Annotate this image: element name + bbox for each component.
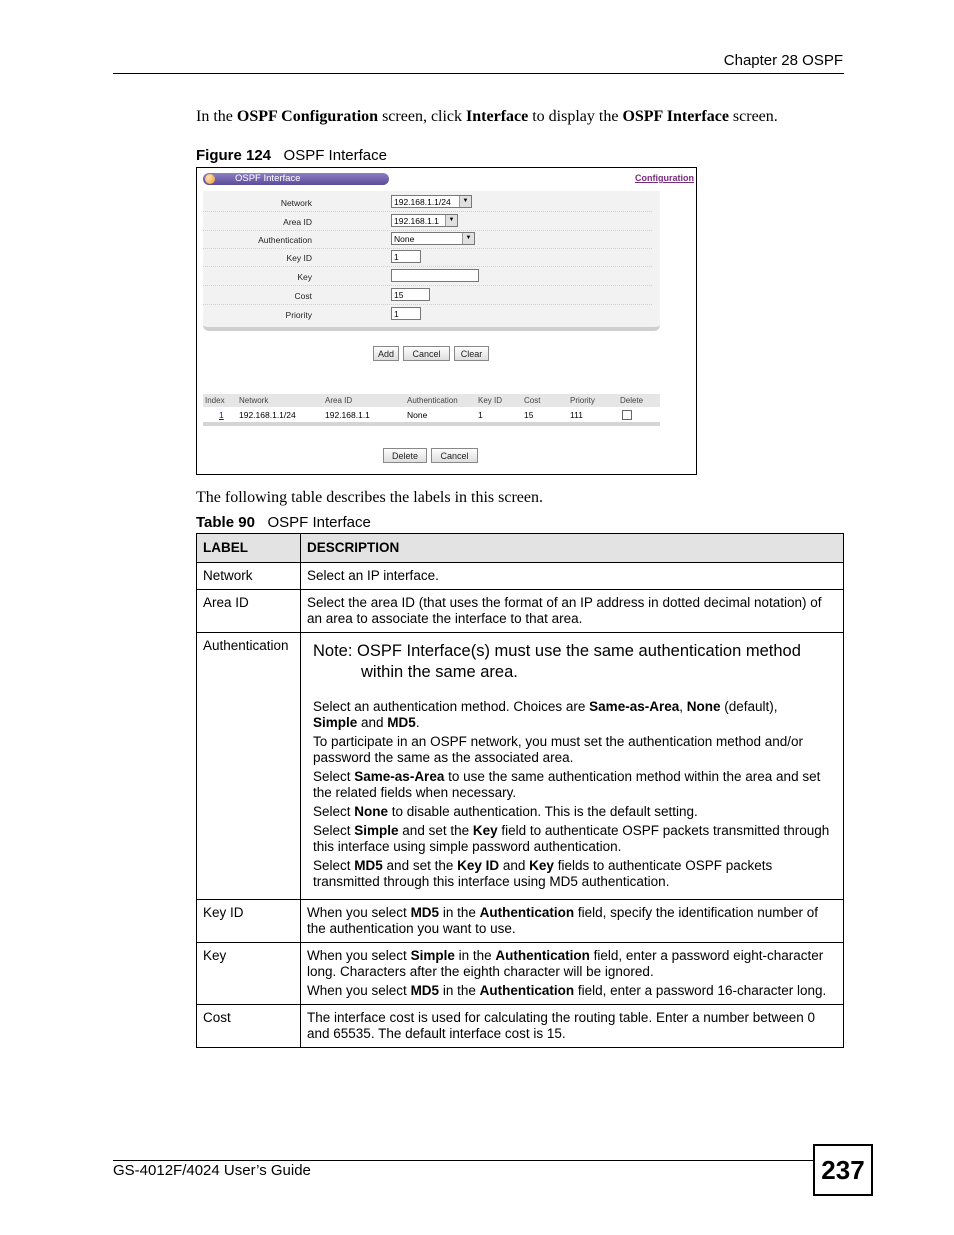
auth-para: Select an authentication method. Choices are Same-as-Area, None (default), Simple and MD5. xyxy=(313,699,778,730)
cell-authentication: None xyxy=(407,410,428,420)
key-id-input[interactable]: 1 xyxy=(391,250,421,263)
auth-para: Select Simple and set the Key field to authenticate OSPF packets transmitted through this interface using simple password authentication. xyxy=(313,823,830,854)
row-description: Select the area ID (that uses the format of an IP address in dotted decimal notation) of an area to associate the interface to that area. xyxy=(301,590,844,633)
table-row xyxy=(197,590,844,633)
network-row xyxy=(203,193,652,212)
chevron-down-icon: ▼ xyxy=(445,215,457,226)
th-cost: Cost xyxy=(524,396,541,405)
cell-priority: 111 xyxy=(570,410,583,420)
th-area-id: Area ID xyxy=(325,396,353,405)
priority-input[interactable]: 1 xyxy=(391,307,421,320)
chevron-down-icon: ▼ xyxy=(462,233,474,244)
description-table xyxy=(196,533,844,1048)
table-row xyxy=(197,943,844,1005)
cost-label: Cost xyxy=(294,291,312,301)
row-label: Authentication xyxy=(197,633,301,900)
auth-para: Select None to disable authentication. This is the default setting. xyxy=(313,804,698,819)
key-para: When you select MD5 in the Authentication field, enter a password 16-character long. xyxy=(307,983,827,998)
th-network: Network xyxy=(239,396,269,405)
auth-para: Select Same-as-Area to use the same authentication method within the area and set the related fields when necessary. xyxy=(313,769,821,800)
cell-cost: 15 xyxy=(524,410,534,420)
cancel-button[interactable]: Cancel xyxy=(403,346,450,361)
table-row xyxy=(203,408,660,426)
table-row xyxy=(197,563,844,590)
area-id-row xyxy=(203,212,652,231)
table-caption: Table 90 OSPF Interface xyxy=(196,514,371,531)
title-bullet-icon xyxy=(205,174,215,184)
area-id-label: Area ID xyxy=(283,217,312,227)
row-description: When you select MD5 in the Authentication field, specify the identification number of the authentication you want to use. xyxy=(301,900,844,943)
footer-rule xyxy=(113,1160,813,1161)
cost-input[interactable]: 15 xyxy=(391,288,430,301)
guide-title: GS-4012F/4024 User’s Guide xyxy=(113,1162,311,1179)
row-label: Key ID xyxy=(197,900,301,943)
table-row xyxy=(197,1005,844,1048)
add-button[interactable]: Add xyxy=(373,346,399,361)
key-id-label: Key ID xyxy=(286,253,312,263)
th-priority: Priority xyxy=(570,396,595,405)
network-select[interactable]: 192.168.1.1/24 ▼ xyxy=(391,195,472,208)
intro-paragraph: In the OSPF Configuration screen, click Interface to display the OSPF Interface screen. xyxy=(196,108,778,125)
delete-button[interactable]: Delete xyxy=(383,448,427,463)
row-label: Network xyxy=(197,563,301,590)
key-para: When you select Simple in the Authentication field, enter a password eight-character long. Characters after the eighth character will be ignored. xyxy=(307,948,824,979)
cell-key-id: 1 xyxy=(478,410,483,420)
header-rule xyxy=(113,73,844,74)
row-label: Cost xyxy=(197,1005,301,1048)
auth-note: Note: OSPF Interface(s) must use the same authentication method within the same area. xyxy=(313,642,801,681)
screen-title: OSPF Interface xyxy=(235,173,301,184)
auth-para: To participate in an OSPF network, you must set the authentication method and/or password the same as the associated area. xyxy=(313,734,804,765)
priority-row xyxy=(203,305,652,323)
authentication-label: Authentication xyxy=(258,235,312,245)
row-description: The interface cost is used for calculating the routing table. Enter a number between 0 and 65535. The default interface cost is 15. xyxy=(301,1005,844,1048)
table-row xyxy=(197,900,844,943)
auth-para: Select MD5 and set the Key ID and Key fields to authenticate OSPF packets transmitted through this interface using MD5 authentication. xyxy=(313,858,773,889)
table-header-row xyxy=(197,534,844,563)
description-column-header: DESCRIPTION xyxy=(301,534,844,563)
form-panel xyxy=(203,191,660,331)
label-column-header: LABEL xyxy=(197,534,301,563)
priority-label: Priority xyxy=(285,310,312,320)
key-id-row xyxy=(203,248,652,267)
figure-caption: Figure 124 OSPF Interface xyxy=(196,147,387,164)
chevron-down-icon: ▼ xyxy=(459,196,471,207)
th-index: Index xyxy=(205,396,225,405)
clear-button[interactable]: Clear xyxy=(454,346,489,361)
table-row xyxy=(197,633,844,900)
row-label: Key xyxy=(197,943,301,1005)
chapter-header: Chapter 28 OSPF xyxy=(723,52,843,69)
authentication-select[interactable]: None ▼ xyxy=(391,232,475,245)
row-description xyxy=(301,943,844,1005)
th-delete: Delete xyxy=(620,396,644,405)
authentication-row xyxy=(203,230,652,249)
delete-checkbox[interactable] xyxy=(622,410,632,420)
cancel-table-button[interactable]: Cancel xyxy=(431,448,478,463)
row-description: Select an IP interface. xyxy=(301,563,844,590)
th-key-id: Key ID xyxy=(478,396,503,405)
area-id-select[interactable]: 192.168.1.1 ▼ xyxy=(391,214,458,227)
row-description xyxy=(301,633,844,900)
cell-area-id: 192.168.1.1 xyxy=(325,410,370,420)
table-intro: The following table describes the labels in this screen. xyxy=(196,489,544,506)
key-input[interactable] xyxy=(391,269,479,282)
index-link[interactable]: 1 xyxy=(219,410,224,420)
configuration-link[interactable]: Configuration xyxy=(635,173,694,183)
page-number: 237 xyxy=(813,1144,873,1196)
th-authentication: Authentication xyxy=(407,396,458,405)
network-label: Network xyxy=(280,198,312,208)
key-row xyxy=(203,267,652,286)
screen-title-bar xyxy=(203,173,389,185)
row-label: Area ID xyxy=(197,590,301,633)
cost-row xyxy=(203,286,652,305)
ospf-interface-screenshot xyxy=(196,167,697,475)
interface-table-header xyxy=(203,394,660,407)
key-label: Key xyxy=(297,272,312,282)
cell-network: 192.168.1.1/24 xyxy=(239,410,296,420)
